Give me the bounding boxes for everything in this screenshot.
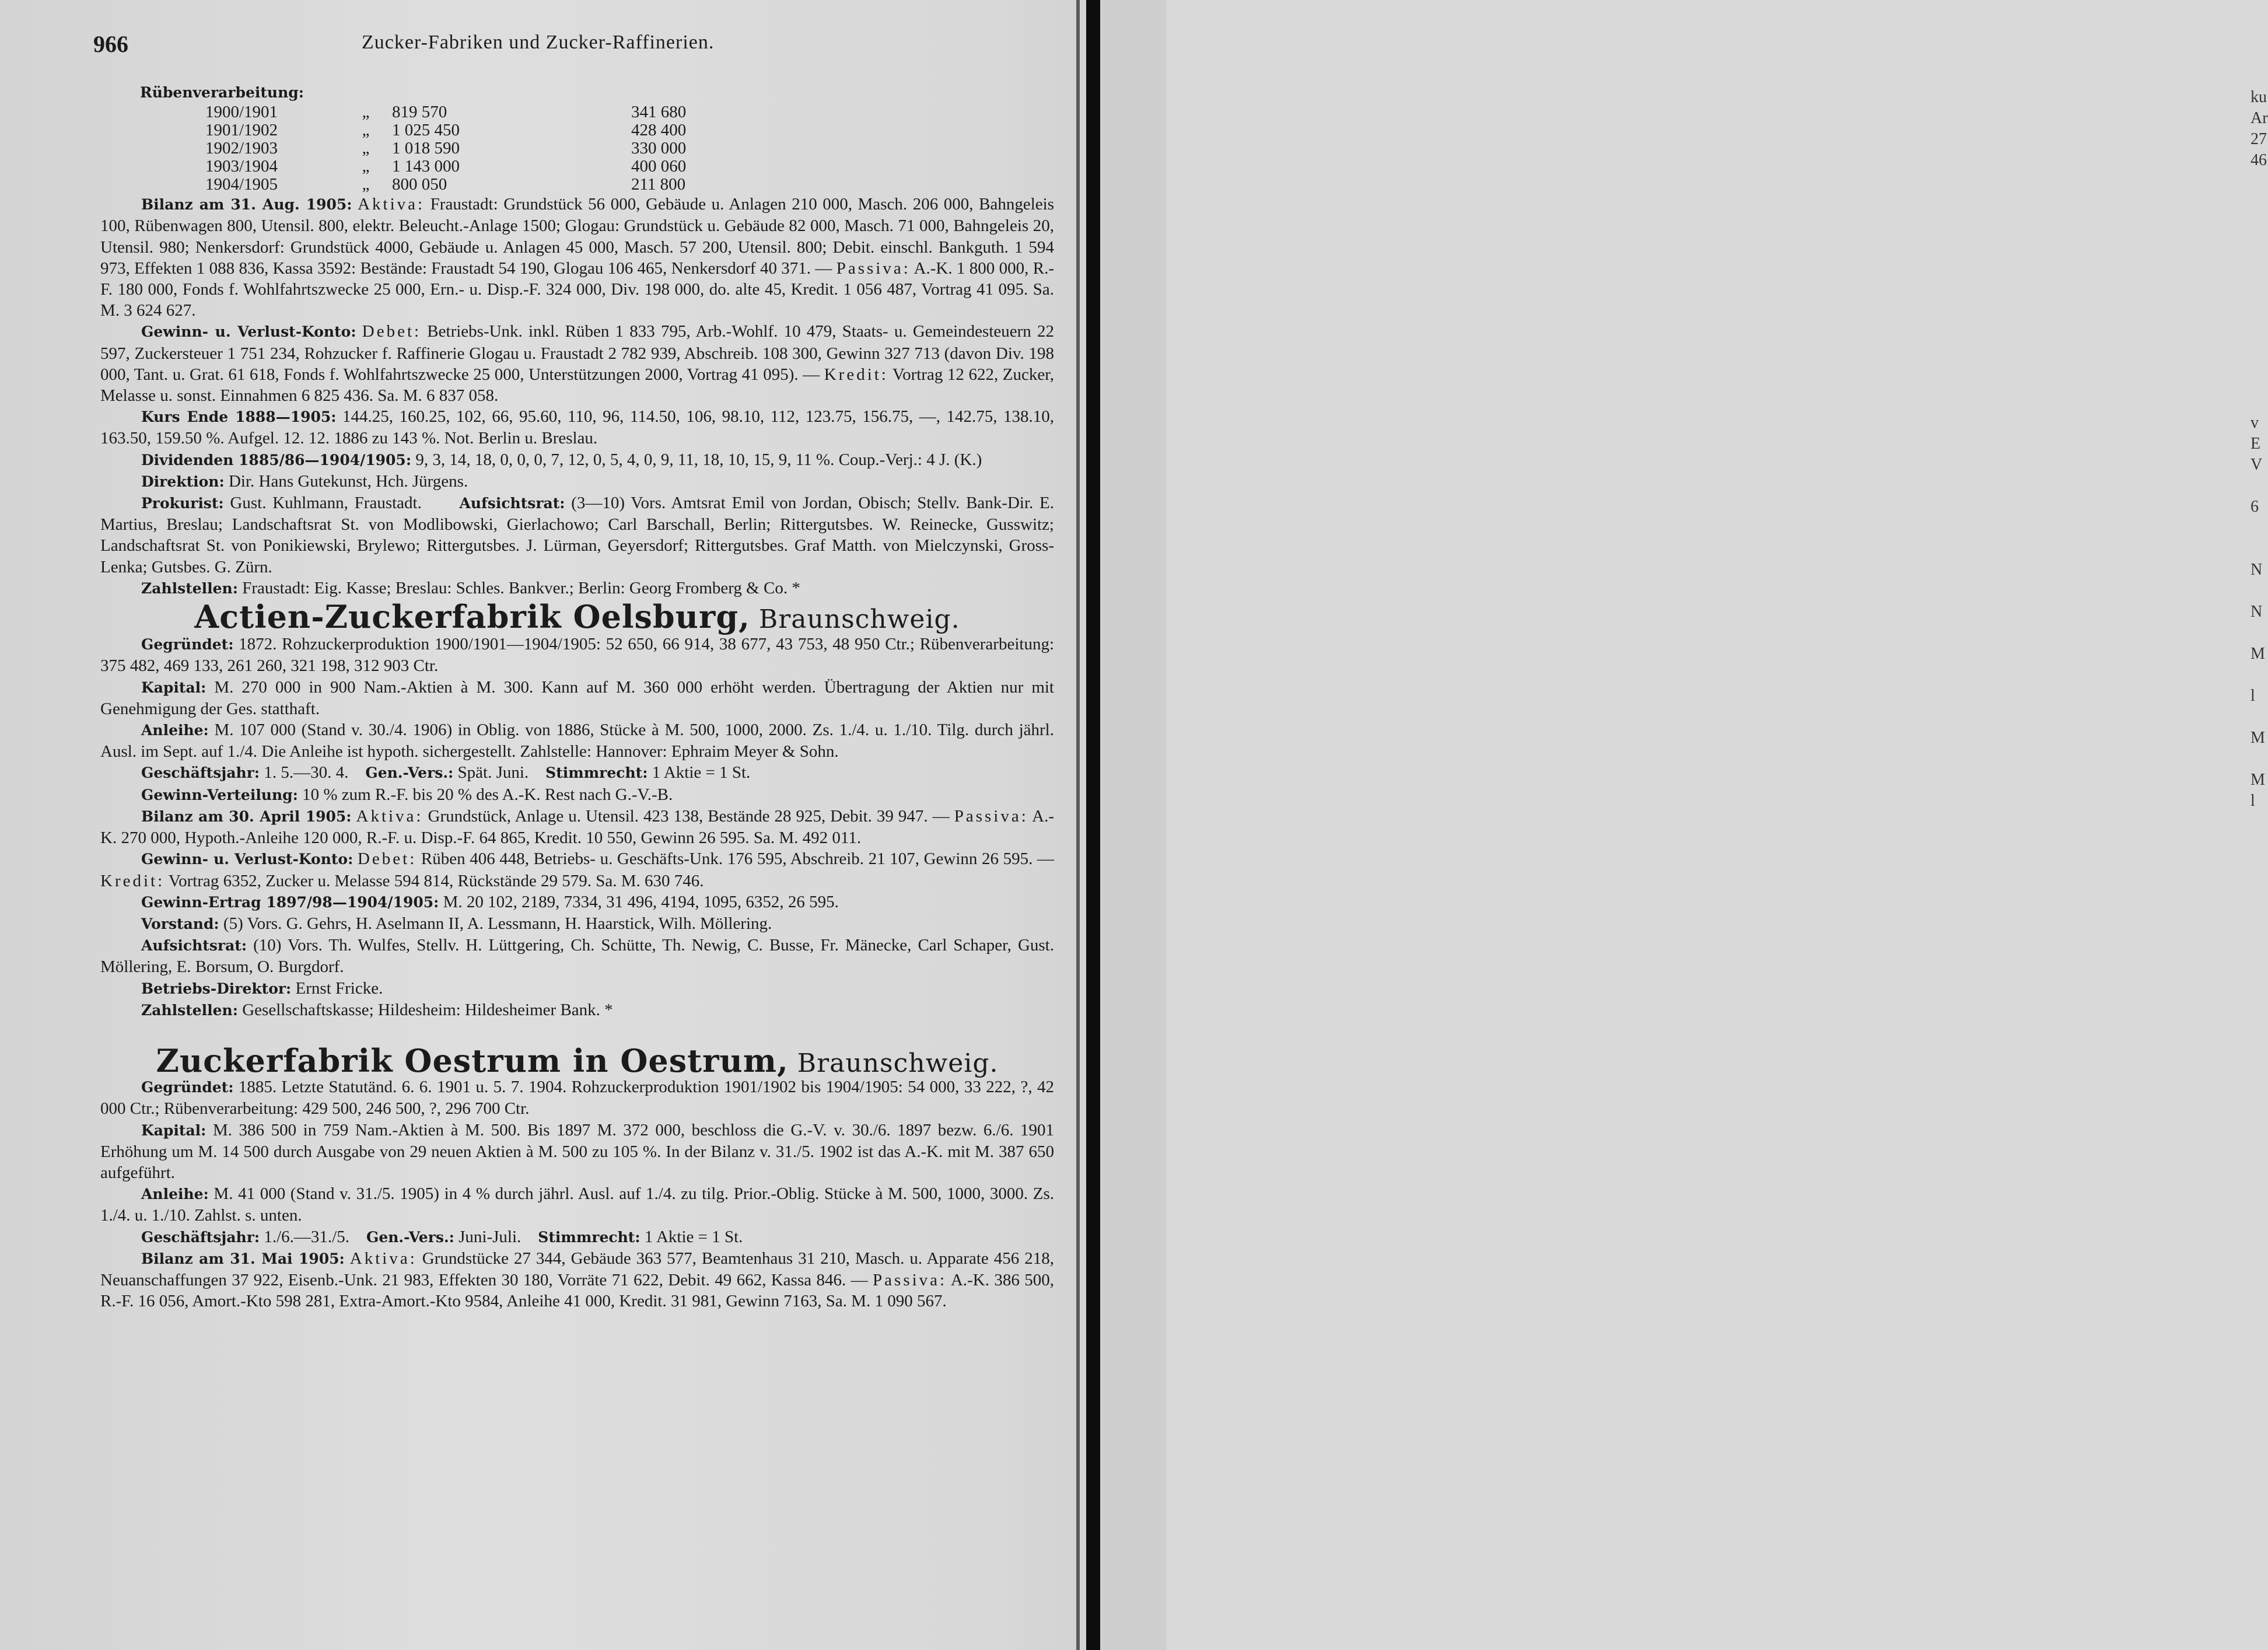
anleihe-paragraph xyxy=(100,1183,1054,1226)
aktiva-word: Aktiva: xyxy=(349,1249,417,1268)
vorstand-paragraph xyxy=(100,913,1054,935)
guv-debet-text: Rüben 406 448, Betriebs- u. Geschäfts-Unk. 176 595, Abschreib. 21 107, Gewinn 26 595. — xyxy=(416,850,1055,869)
bilanz-paragraph xyxy=(100,806,1054,848)
bilanz-passiva-text: A.-K. 1 800 000, R.-F. 180 000, Fonds f. Wohlfahrtszwecke 25 000, Ern.- u. Disp.-F. 324 000, Div. 198 000, do. alte 45, Kredit. 1 056 487, Vortrag 41 095. Sa. M. 3 624 627. xyxy=(100,258,1054,320)
gewinnverteilung-label: Gewinn-Verteilung: xyxy=(141,786,298,803)
section-oelsburg xyxy=(100,634,1054,1021)
rueben-ditto-mark: „ xyxy=(362,103,370,122)
rueben-row xyxy=(205,121,736,139)
margin-fragment: V xyxy=(2250,456,2263,474)
gewinnverteilung-paragraph xyxy=(100,784,1054,806)
rueben-year: 1903/1904 xyxy=(205,157,278,176)
zahlstellen-label: Zahlstellen: xyxy=(141,579,238,597)
stimmrecht-label: Stimmrecht: xyxy=(538,1228,640,1246)
kredit-word: Kredit: xyxy=(824,365,888,384)
prokurist-label: Prokurist: xyxy=(141,495,224,512)
margin-fragment: 46 xyxy=(2250,151,2267,169)
rueben-gap xyxy=(497,139,631,158)
rueben-gap xyxy=(497,176,631,194)
gegruendet-label: Gegründet: xyxy=(141,1079,234,1096)
passiva-word: Passiva: xyxy=(873,1270,947,1289)
anleihe-label: Anleihe: xyxy=(141,722,209,739)
bilanz-aktiva-text: Fraustadt: Grundstück 56 000, Gebäude u. Anlagen 210 000, Masch. 206 000, Bahngeleis 100, Rübenwagen 800, Utensil. 800, elektr. Beleucht.-Anlage 1500; Glogau: Grundstück u. Gebäude 82 000, Masch. 71 000, Bahngeleis 20, Utensil. 980; Nenkersdorf: Grundstück 4000, Gebäude u. Anlagen 45 000, Masch. 57 200, Utensil. 800; Debit. einschl. Bankguth. 1 594 973, Effekten 1 088 836, Kassa 3592: Bestände: Fraustadt 54 190, Glogau 106 465, Nenkersdorf 40 371. — xyxy=(100,195,1054,278)
guv-paragraph xyxy=(100,848,1054,891)
prokurist-aufsichtsrat-paragraph xyxy=(100,492,1054,578)
gegruendet-text: 1872. Rohzuckerproduktion 1900/1901—1904/1905: 52 650, 66 914, 38 677, 43 753, 48 950 Ctr.; Rübenverarbeitung: 375 482, 469 133, 261 260, 321 198, 312 903 Ctr. xyxy=(100,635,1054,676)
margin-fragment: v xyxy=(2250,414,2259,432)
gewinnertrag-text: M. 20 102, 2189, 7334, 31 496, 4194, 1095, 6352, 26 595. xyxy=(439,892,839,911)
bilanz-label: Bilanz am 31. Aug. 1905: xyxy=(141,196,352,214)
debet-word: Debet: xyxy=(357,850,417,869)
company-name: Zuckerfabrik Oestrum in Oestrum, xyxy=(156,1041,789,1079)
gegruendet-text: 1885. Letzte Statutänd. 6. 6. 1901 u. 5. 7. 1904. Rohzuckerproduktion 1901/1902 bis 1904/1905: 54 000, 33 222, ?, 42 000 Ctr.; Rübenverarbeitung: 429 500, 246 500, ?, 296 700 Ctr. xyxy=(100,1078,1054,1118)
rueben-value-a: 1 018 590 xyxy=(392,139,460,158)
rueben-value-b: 330 000 xyxy=(631,139,687,158)
margin-fragment: M xyxy=(2250,645,2265,663)
page-body xyxy=(100,82,1054,1312)
aufsichtsrat-label: Aufsichtsrat: xyxy=(459,495,565,512)
betriebsdirektor-paragraph xyxy=(100,978,1054,999)
dividenden-label: Dividenden 1885/86—1904/1905: xyxy=(141,451,412,469)
page-header xyxy=(93,30,1056,56)
dividenden-paragraph xyxy=(100,449,1054,471)
rueben-year: 1902/1903 xyxy=(205,139,278,158)
margin-fragment: M xyxy=(2250,771,2265,789)
section-fraustadt-continued xyxy=(100,82,1054,599)
debet-word: Debet: xyxy=(362,322,422,341)
aktiva-word: Aktiva: xyxy=(358,195,425,214)
rueben-value-b: 400 060 xyxy=(631,157,687,176)
kapital-paragraph xyxy=(100,677,1054,719)
vorstand-label: Vorstand: xyxy=(141,915,219,932)
margin-fragment: E xyxy=(2250,435,2261,453)
geschaeftsjahr-paragraph xyxy=(100,762,1054,784)
kapital-label: Kapital: xyxy=(141,1121,206,1139)
geschaeftsjahr-text: 1./6.—31./5. xyxy=(260,1227,349,1246)
kapital-paragraph xyxy=(100,1120,1054,1184)
rueben-row xyxy=(205,139,736,158)
genvers-text: Spät. Juni. xyxy=(453,763,529,782)
rueben-label: Rübenverarbeitung: xyxy=(140,84,304,101)
rueben-year: 1901/1902 xyxy=(205,121,278,140)
rueben-value-a: 800 050 xyxy=(392,175,447,194)
guv-label: Gewinn- u. Verlust-Konto: xyxy=(141,851,354,868)
bilanz-aktiva-text: Grundstück, Anlage u. Utensil. 423 138, Bestände 28 925, Debit. 39 947. — xyxy=(423,806,954,826)
anleihe-label: Anleihe: xyxy=(141,1186,209,1203)
passiva-word: Passiva: xyxy=(954,806,1028,826)
kredit-word: Kredit: xyxy=(100,871,165,890)
company-location: Braunschweig. xyxy=(788,1048,999,1078)
rueben-value-a: 1 025 450 xyxy=(392,121,460,140)
stimmrecht-label: Stimmrecht: xyxy=(545,764,648,782)
rueben-row xyxy=(205,176,736,194)
direktion-paragraph xyxy=(100,471,1054,492)
bilanz-passiva-text: A.-K. 386 500, R.-F. 16 056, Amort.-Kto 598 281, Extra-Amort.-Kto 9584, Anleihe 41 000, Kredit. 31 981, Gewinn 7163, Sa. M. 1 090 567. xyxy=(100,1270,1054,1311)
margin-fragment: ku xyxy=(2250,88,2267,106)
vorstand-text: (5) Vors. G. Gehrs, H. Aselmann II, A. Lessmann, H. Haarstick, Wilh. Möllering. xyxy=(219,914,772,933)
geschaeftsjahr-label: Geschäftsjahr: xyxy=(141,1228,260,1246)
stimmrecht-text: 1 Aktie = 1 St. xyxy=(640,1227,743,1246)
kurs-label: Kurs Ende 1888—1905: xyxy=(141,408,337,426)
aktiva-word: Aktiva: xyxy=(356,806,424,826)
passiva-word: Passiva: xyxy=(836,258,911,278)
prokurist-text: Gust. Kuhlmann, Fraustadt. xyxy=(223,494,422,513)
kapital-label: Kapital: xyxy=(141,679,206,696)
betriebsdirektor-label: Betriebs-Direktor: xyxy=(141,980,292,997)
bilanz-label: Bilanz am 31. Mai 1905: xyxy=(141,1250,345,1267)
margin-fragment: 27 xyxy=(2250,130,2267,148)
margin-fragment: Ar xyxy=(2250,109,2268,127)
anleihe-text: M. 107 000 (Stand v. 30./4. 1906) in Oblig. von 1886, Stücke à M. 500, 1000, 2000. Zs. 1./4. u. 1./10. Tilg. durch jährl. Ausl. im Sept. auf 1./4. Die Anleihe ist hypoth. sichergestellt. Zahlstelle: Hannover: Ephraim Meyer & Sohn. xyxy=(100,721,1054,761)
bilanz-passiva-text: A.-K. 270 000, Hypoth.-Anleihe 120 000, R.-F. u. Disp.-F. 64 865, Kredit. 10 550, Gewinn 26 595. Sa. M. 492 011. xyxy=(100,806,1054,848)
adjacent-page-edge xyxy=(1100,0,2268,1650)
kurs-paragraph xyxy=(100,406,1054,449)
rueben-table xyxy=(205,103,736,194)
guv-kredit-text: Vortrag 6352, Zucker u. Melasse 594 814, Rückstände 29 579. Sa. M. 630 746. xyxy=(164,871,704,890)
rueben-ditto-mark: „ xyxy=(362,139,370,158)
bilanz-paragraph xyxy=(100,1248,1054,1312)
gegruendet-paragraph xyxy=(100,634,1054,676)
genvers-label: Gen.-Vers.: xyxy=(365,764,454,782)
stimmrecht-text: 1 Aktie = 1 St. xyxy=(648,763,751,782)
rueben-value-b: 211 800 xyxy=(631,175,686,194)
guv-debet-text: Betriebs-Unk. inkl. Rüben 1 833 795, Arb.-Wohlf. 10 479, Staats- u. Gemeindesteuern 22 597, Zuckersteuer 1 751 234, Rohzucker f. Raffinerie Glogau u. Fraustadt 2 782 939, Abschreib. 108 300, Gewinn 327 713 (davon Div. 198 000, Tant. u. Grat. 61 618, Fonds f. Wohlfahrtszwecke 25 000, Unterstützungen 2000, Vortrag 41 095). — xyxy=(100,322,1054,384)
rueben-gap xyxy=(497,158,631,176)
zahlstellen-text: Fraustadt: Eig. Kasse; Breslau: Schles. Bankver.; Berlin: Georg Fromberg & Co. * xyxy=(237,578,800,597)
geschaeftsjahr-label: Geschäftsjahr: xyxy=(141,764,260,782)
aufsichtsrat-text: (10) Vors. Th. Wulfes, Stellv. H. Lüttgering, Ch. Schütte, Th. Newig, C. Busse, Fr. Mänecke, Carl Schaper, Gust. Möllering, E. Borsum, O. Burgdorf. xyxy=(100,936,1054,977)
margin-fragment: N xyxy=(2250,561,2263,579)
running-title: Zucker-Fabriken und Zucker-Raffinerien. xyxy=(362,32,715,53)
direktion-text: Dir. Hans Gutekunst, Hch. Jürgens. xyxy=(224,471,468,491)
gegruendet-label: Gegründet: xyxy=(141,636,234,653)
genvers-label: Gen.-Vers.: xyxy=(366,1228,454,1246)
gegruendet-paragraph xyxy=(100,1076,1054,1119)
guv-label: Gewinn- u. Verlust-Konto: xyxy=(141,323,356,341)
rueben-value-b: 428 400 xyxy=(631,121,687,140)
betriebsdirektor-text: Ernst Fricke. xyxy=(291,978,383,998)
genvers-text: Juni-Juli. xyxy=(454,1227,522,1246)
rueben-ditto-mark: „ xyxy=(362,121,370,140)
rueben-gap xyxy=(497,121,631,139)
page-gutter-shadow xyxy=(1076,0,1080,1650)
section-title-oelsburg xyxy=(100,598,1054,636)
rueben-row xyxy=(205,158,736,176)
rueben-value-a: 1 143 000 xyxy=(392,157,460,176)
geschaeftsjahr-paragraph xyxy=(100,1226,1054,1248)
gewinnertrag-paragraph xyxy=(100,892,1054,913)
rueben-ditto-mark: „ xyxy=(362,175,370,194)
aufsichtsrat-label: Aufsichtsrat: xyxy=(141,937,247,955)
rueben-value-b: 341 680 xyxy=(631,103,687,122)
gewinnertrag-label: Gewinn-Ertrag 1897/98—1904/1905: xyxy=(141,893,439,911)
kapital-text: M. 270 000 in 900 Nam.-Aktien à M. 300. Kann auf M. 360 000 erhöht werden. Übertragung der Aktien nur mit Genehmigung der Ges. statthaft. xyxy=(100,677,1054,718)
anleihe-paragraph xyxy=(100,719,1054,762)
bilanz-aktiva-text: Grundstücke 27 344, Gebäude 363 577, Beamtenhaus 31 210, Masch. u. Apparate 456 218, Neuanschaffungen 37 922, Eisenb.-Unk. 21 983, Effekten 30 180, Vorräte 71 622, Debit. 49 662, Kassa 846. — xyxy=(100,1249,1054,1289)
margin-fragment: M xyxy=(2250,729,2265,747)
gewinnverteilung-text: 10 % zum R.-F. bis 20 % des A.-K. Rest nach G.-V.-B. xyxy=(298,785,673,804)
margin-fragment: N xyxy=(2250,603,2263,621)
rueben-ditto-mark: „ xyxy=(362,157,370,176)
geschaeftsjahr-text: 1. 5.—30. 4. xyxy=(260,763,349,782)
rueben-value-a: 819 570 xyxy=(392,103,447,122)
aufsichtsrat-text: (3—10) Vors. Amtsrat Emil von Jordan, Obisch; Stellv. Bank-Dir. E. Martius, Breslau; Landschaftsrat St. von Modlibowski, Gierlachowo; Carl Barschall, Berlin; Rittergutsbes. W. Reinecke, Gusswitz; Landschaftsrat St. von Ponikiewski, Brylewo; Rittergutsbes. J. Lürman, Geyersdorf; Rittergutsbes. Graf Matth. von Mielczynski, Gross-Lenka; Gutsbes. G. Zürn. xyxy=(100,494,1054,576)
anleihe-text: M. 41 000 (Stand v. 31./5. 1905) in 4 % durch jährl. Ausl. auf 1./4. zu tilg. Prior.-Oblig. Stücke à M. 500, 1000, 3000. Zs. 1./4. u. 1./10. Zahlst. s. unten. xyxy=(100,1184,1054,1225)
zahlstellen-paragraph xyxy=(100,999,1054,1021)
guv-paragraph xyxy=(100,321,1054,406)
company-name: Actien-Zuckerfabrik Oelsburg, xyxy=(194,598,750,636)
rueben-gap xyxy=(497,103,631,121)
page-gutter xyxy=(1086,0,1100,1650)
bilanz-label: Bilanz am 30. April 1905: xyxy=(141,807,352,825)
zahlstellen-label: Zahlstellen: xyxy=(141,1001,238,1019)
margin-fragment: 6 xyxy=(2250,498,2259,516)
kapital-text: M. 386 500 in 759 Nam.-Aktien à M. 500. Bis 1897 M. 372 000, beschloss die G.-V. v. 30./6. 1897 bezw. 6./6. 1901 Erhöhung um M. 14 500 durch Ausgabe von 29 neuen Aktien à M. 500 zu 105 %. In der Bilanz v. 31./5. 1902 ist das A.-K. mit M. 387 650 aufgeführt. xyxy=(100,1120,1054,1182)
margin-fragment: l xyxy=(2250,792,2255,810)
section-oestrum xyxy=(100,1076,1054,1312)
zahlstellen-paragraph xyxy=(100,578,1054,599)
section-title-oestrum xyxy=(100,1041,1054,1079)
kurs-text: 144.25, 160.25, 102, 66, 95.60, 110, 96, 114.50, 106, 98.10, 112, 123.75, 156.75, —, 142.75, 138.10, 163.50, 159.50 %. Aufgel. 12. 12. 1886 zu 143 %. Not. Berlin u. Breslau. xyxy=(100,407,1054,448)
page-number: 966 xyxy=(93,31,128,57)
zahlstellen-text: Gesellschaftskasse; Hildesheim: Hildesheimer Bank. * xyxy=(237,1000,613,1019)
company-location: Braunschweig. xyxy=(750,604,960,635)
bilanz-paragraph xyxy=(100,194,1054,321)
direktion-label: Direktion: xyxy=(141,473,225,490)
dividenden-text: 9, 3, 14, 18, 0, 0, 0, 7, 12, 0, 5, 4, 0, 9, 11, 18, 10, 15, 9, 11 %. Coup.-Verj.: 4 J. (K.) xyxy=(411,450,982,469)
rueben-year: 1904/1905 xyxy=(205,175,278,194)
margin-fragment: l xyxy=(2250,687,2255,705)
guv-kredit-text: Vortrag 12 622, Zucker, Melasse u. sonst. Einnahmen 6 825 436. Sa. M. 6 837 058. xyxy=(100,365,1054,405)
rueben-row xyxy=(205,103,736,121)
aufsichtsrat-paragraph xyxy=(100,935,1054,977)
rueben-year: 1900/1901 xyxy=(205,103,278,122)
